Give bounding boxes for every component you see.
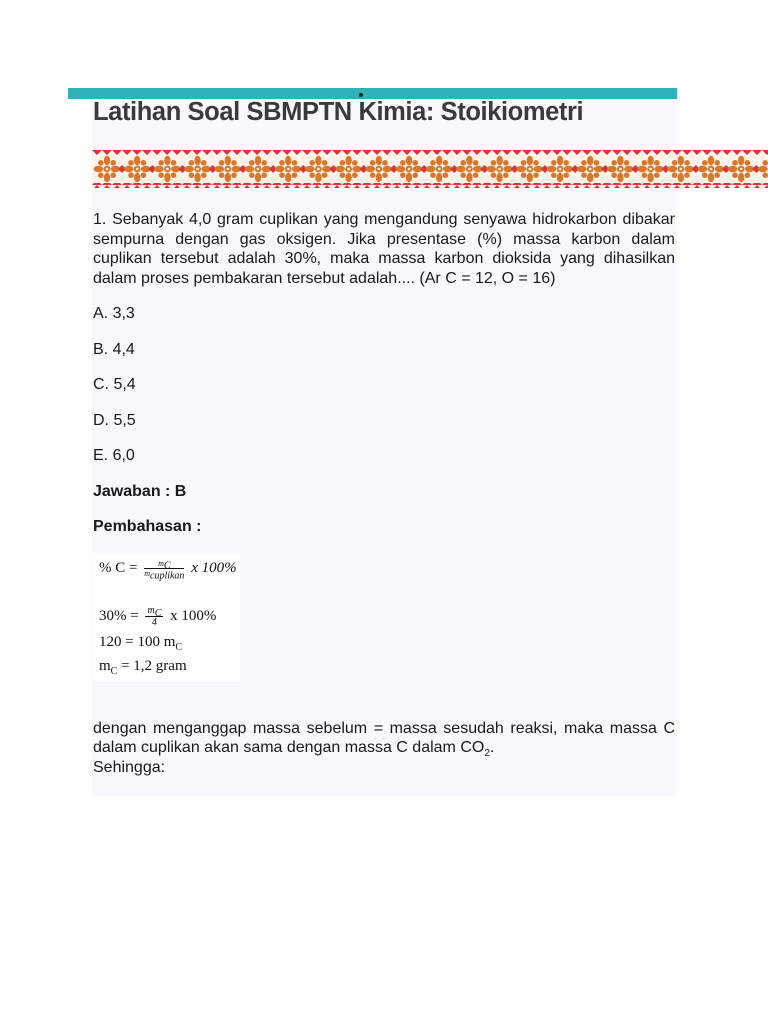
formula-image	[93, 553, 240, 681]
formula-line-4: $m_C = 1,2$ gram	[99, 657, 187, 677]
option-b: B. 4,4	[93, 340, 135, 358]
document-body	[93, 210, 675, 777]
ornament-border	[92, 150, 768, 188]
option-c: C. 5,4	[93, 376, 136, 393]
closing-paragraph: dengan menganggap massa sebelum = massa sesudah reaksi, maka massa C dalam cuplikan akan sama dengan massa C dalam $CO_2$.	[93, 719, 675, 760]
page-title: Latihan Soal SBMPTN Kimia: Stoikiometri	[93, 98, 584, 126]
formula-line-1: % C = $\frac{m_C}{m_{cuplikan}}$ x 100%	[99, 558, 237, 582]
explanation-label: Pembahasan :	[93, 518, 202, 535]
formula-line-2: 30% = $\frac{m_C}{4}$ x 100%	[99, 604, 217, 628]
formula-line-3: 120 = 100 $m_C$	[99, 633, 183, 653]
fraction: $\frac{m_C}{4}$	[147, 604, 162, 628]
option-e: E. 6,0	[93, 447, 135, 464]
answer-text: Jawaban : B	[93, 482, 187, 500]
fraction: $\frac{m_C}{m_{cuplikan}}$	[144, 558, 185, 582]
question-text: 1. Sebanyak 4,0 gram cuplikan yang mengandung senyawa hidrokarbon dibakar sempurna dengan gas oksigen. Jika presentase (%) massa karbon dalam cuplikan tersebut adalah 30%, maka massa karbon dioksida yang dihasilkan dalam proses pembakaran tersebut adalah.... (Ar C = 12, O = 16)	[93, 211, 675, 287]
option-d: D. 5,5	[93, 411, 136, 429]
option-a: A. 3,3	[93, 305, 135, 322]
bullet-dot	[359, 93, 363, 97]
closing-line-2: Sehingga:	[93, 758, 166, 776]
